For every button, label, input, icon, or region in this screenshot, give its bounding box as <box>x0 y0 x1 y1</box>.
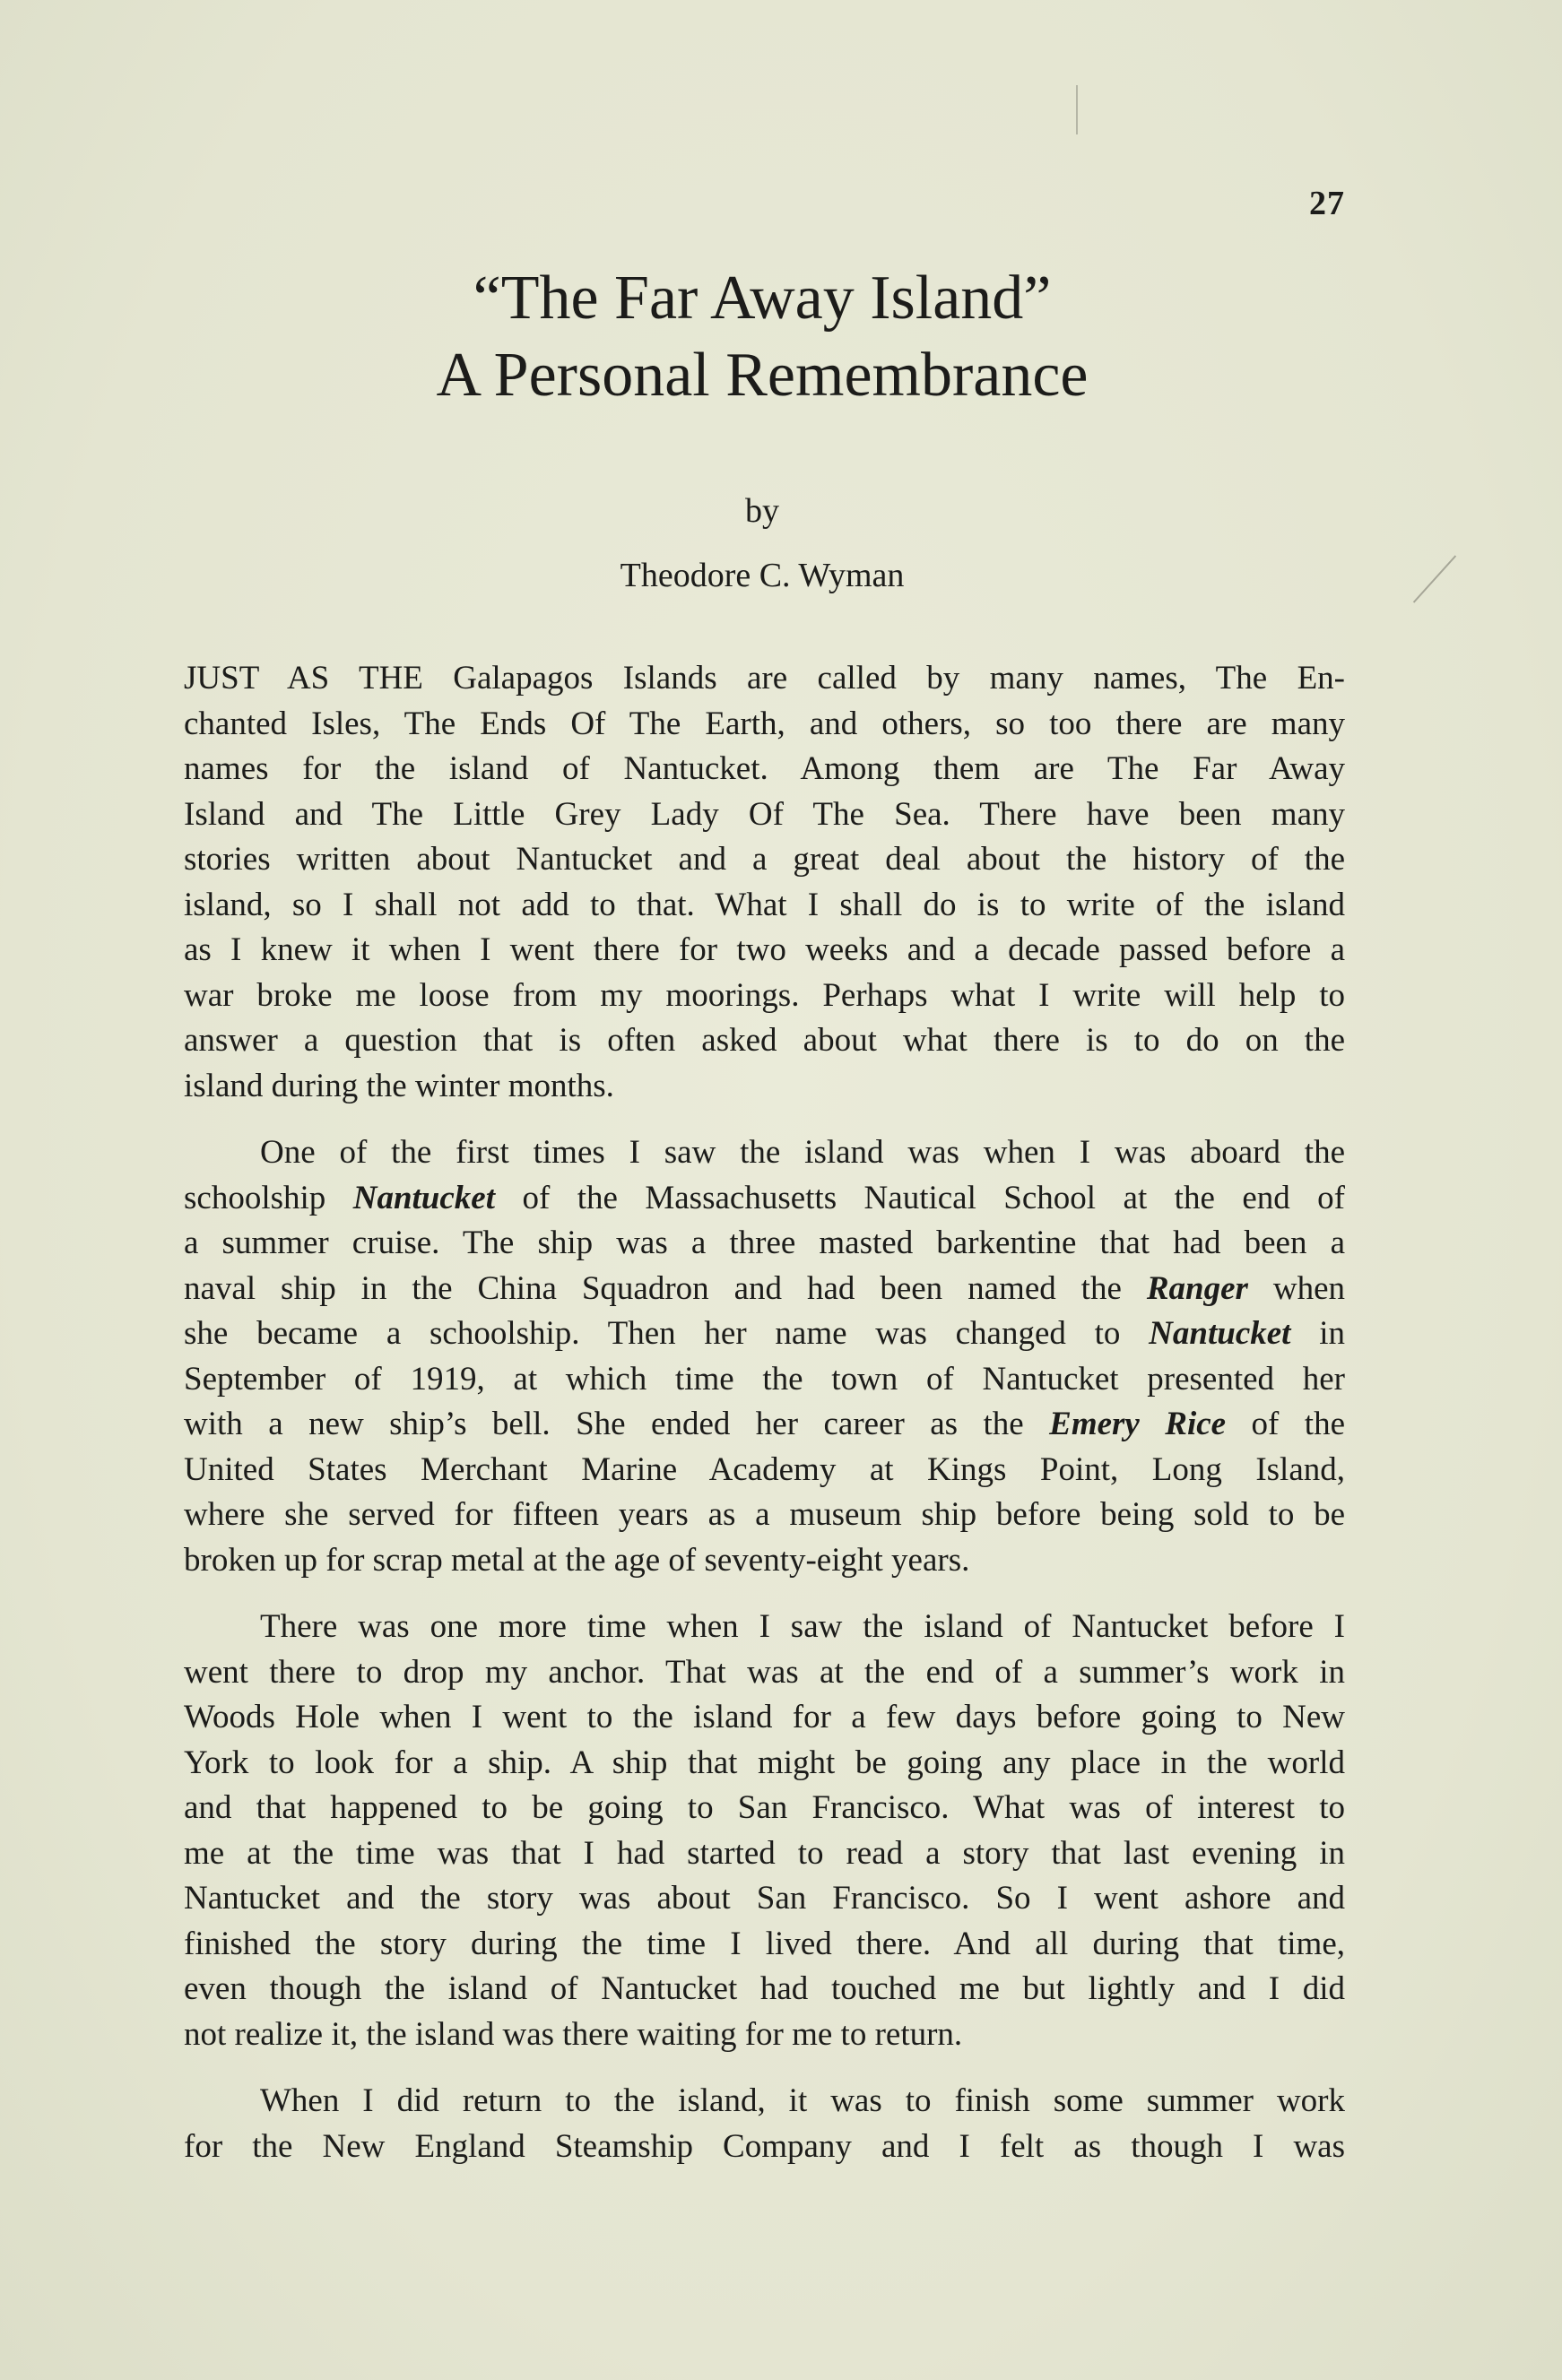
text-line: JUST AS THE Galapagos Islands are called by many names, The En- <box>184 660 1345 697</box>
text-line: she became a schoolship. Then her name was changed to Nantucket in <box>184 1315 1345 1352</box>
text-line: not realize it, the island was there waiting for me to return. <box>184 2015 963 2053</box>
text-line: Woods Hole when I went to the island for a few days before going to New <box>184 1699 1345 1735</box>
text-line: September of 1919, at which time the town of Nantucket presented her <box>184 1360 1345 1398</box>
author-name: Theodore C. Wyman <box>620 557 905 594</box>
text-line: for the New England Steamship Company and I felt as though I was <box>184 2127 1345 2165</box>
text-line: stories written about Nantucket and a great deal about the history of the <box>184 841 1345 878</box>
text-line: York to look for a ship. A ship that might be going any place in the world <box>184 1744 1345 1781</box>
text-line: island during the winter months. <box>184 1067 614 1104</box>
paragraph-2 <box>184 1130 1345 1583</box>
paragraph-1 <box>184 656 1345 1109</box>
title-line-2: A Personal Remembrance <box>436 341 1089 410</box>
article-title <box>179 260 1345 414</box>
text-line: United States Merchant Marine Academy at Kings Point, Long Island, <box>184 1450 1345 1488</box>
paper-mark <box>1076 85 1078 134</box>
text-line: finished the story during the time I lived there. And all during that time, <box>184 1925 1345 1962</box>
text-line: schoolship Nantucket of the Massachusetts Nautical School at the end of <box>184 1179 1346 1216</box>
ship-name: Nantucket <box>352 1179 496 1216</box>
text-line: and that happened to be going to San Francisco. What was of interest to <box>184 1789 1345 1826</box>
title-line-1: “The Far Away Island” <box>473 264 1052 333</box>
text-line: One of the first times I saw the island was when I was aboard the <box>260 1134 1345 1171</box>
text-line: a summer cruise. The ship was a three masted barkentine that had been a <box>184 1225 1345 1261</box>
text-line: with a new ship’s bell. She ended her career as the Emery Rice of the <box>184 1406 1345 1442</box>
text-line: war broke me loose from my moorings. Perhaps what I write will help to <box>184 976 1345 1014</box>
text-line: chanted Isles, The Ends Of The Earth, and others, so too there are many <box>184 705 1345 742</box>
page-number: 27 <box>1309 185 1345 222</box>
article-body <box>184 656 1345 2191</box>
text-line: answer a question that is often asked about what there is to do on the <box>184 1022 1345 1059</box>
text-line: broken up for scrap metal at the age of seventy-eight years. <box>184 1541 970 1579</box>
text-line: me at the time was that I had started to read a story that last evening in <box>184 1834 1345 1872</box>
ship-name: Nantucket <box>1149 1315 1291 1352</box>
text-line: where she served for fifteen years as a museum ship before being sold to be <box>184 1496 1345 1533</box>
text-line: naval ship in the China Squadron and had been named the Ranger when <box>184 1269 1345 1307</box>
text-line: There was one more time when I saw the island of Nantucket before I <box>260 1608 1345 1645</box>
paragraph-4 <box>184 2079 1345 2169</box>
text-line: names for the island of Nantucket. Among them are The Far Away <box>184 750 1345 787</box>
byline: by <box>745 492 779 530</box>
text-line: as I knew it when I went there for two weeks and a decade passed before a <box>184 931 1345 968</box>
paragraph-3 <box>184 1605 1345 2057</box>
paper-mark <box>1413 555 1456 602</box>
text-line: island, so I shall not add to that. What I shall do is to write of the island <box>184 886 1345 923</box>
text-line: went there to drop my anchor. That was at the end of a summer’s work in <box>184 1653 1345 1691</box>
text-line: Island and The Little Grey Lady Of The Sea. There have been many <box>184 795 1345 833</box>
text-line: Nantucket and the story was about San Francisco. So I went ashore and <box>184 1880 1345 1917</box>
ship-name: Emery Rice <box>1049 1406 1227 1442</box>
text-line: even though the island of Nantucket had touched me but lightly and I did <box>184 1970 1345 2007</box>
ship-name: Ranger <box>1146 1269 1248 1307</box>
text-line: When I did return to the island, it was to finish some summer work <box>260 2082 1345 2119</box>
